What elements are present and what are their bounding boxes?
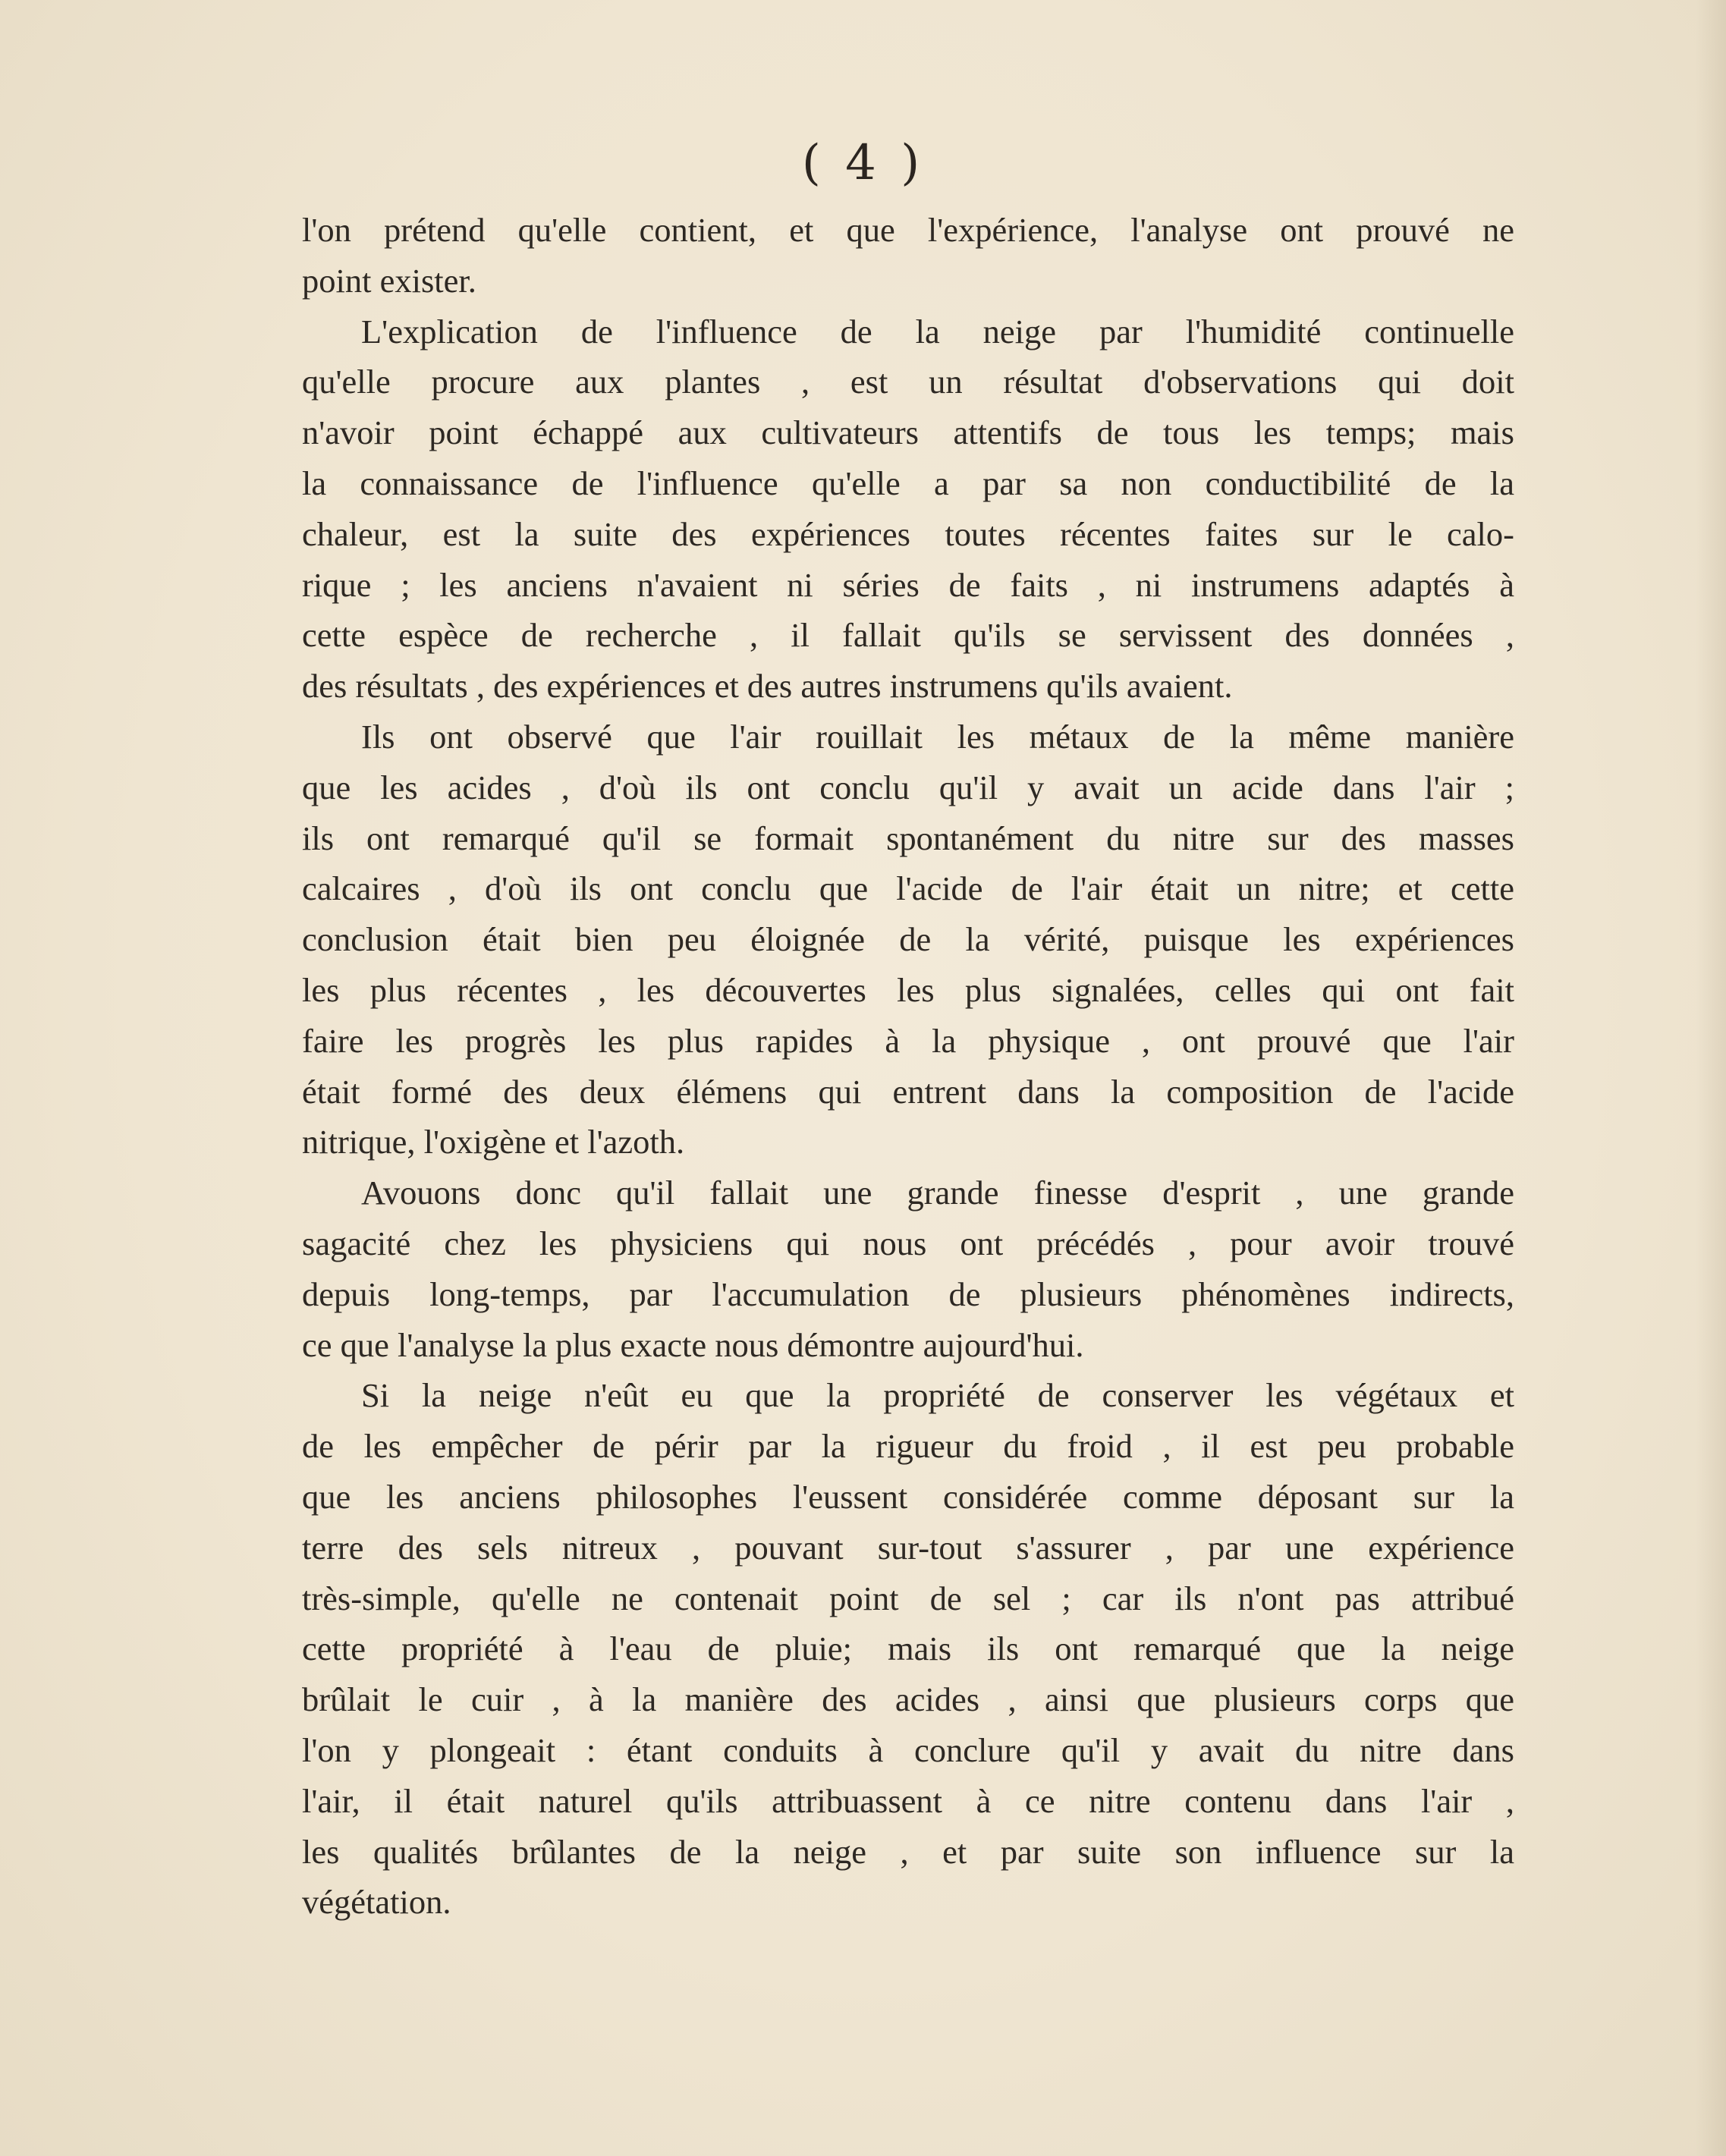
paragraph-3: [302, 712, 1514, 1168]
paragraph-4: [302, 1168, 1514, 1370]
text-line: l'on prétend qu'elle contient, et que l'expérience, l'analyse ont prouvé ne: [302, 211, 1514, 249]
text-line: que les anciens philosophes l'eussent considérée comme déposant sur la: [302, 1477, 1514, 1516]
text-line: Avouons donc qu'il fallait une grande finesse d'esprit , une grande: [361, 1174, 1514, 1212]
text-line: cette propriété à l'eau de pluie; mais ils ont remarqué que la neige: [302, 1630, 1514, 1668]
text-line: qu'elle procure aux plantes , est un résultat d'observations qui doit: [302, 363, 1514, 401]
paragraph-5: [302, 1370, 1514, 1928]
text-line: les plus récentes , les découvertes les plus signalées, celles qui ont fait: [302, 970, 1514, 1009]
text-line: faire les progrès les plus rapides à la physique , ont prouvé que l'air: [302, 1021, 1514, 1060]
page-edge-shadow: [1696, 0, 1726, 2156]
text-line: de les empêcher de périr par la rigueur du froid , il est peu probable: [302, 1427, 1514, 1466]
text-line: L'explication de l'influence de la neige par l'humidité continuelle: [361, 312, 1514, 350]
text-line: n'avoir point échappé aux cultivateurs attentifs de tous les temps; mais: [302, 413, 1514, 452]
text-line: que les acides , d'où ils ont conclu qu'il y avait un acide dans l'air ;: [302, 768, 1514, 806]
page-number: ( 4 ): [801, 135, 925, 191]
text-line: Si la neige n'eût eu que la propriété de conserver les végétaux et: [361, 1376, 1514, 1415]
text-line: brûlait le cuir , à la manière des acides , ainsi que plusieurs corps que: [302, 1680, 1514, 1719]
text-line: point exister.: [302, 261, 476, 300]
text-line: les qualités brûlantes de la neige , et par suite son influence sur la: [302, 1832, 1514, 1871]
text-line: rique ; les anciens n'avaient ni séries de faits , ni instrumens adaptés à: [302, 565, 1514, 604]
paragraph-1: [302, 205, 1514, 306]
text-line: la connaissance de l'influence qu'elle a par sa non conductibilité de la: [302, 464, 1514, 502]
text-line: calcaires , d'où ils ont conclu que l'acide de l'air était un nitre; et cette: [302, 869, 1514, 908]
text-line: nitrique, l'oxigène et l'azoth.: [302, 1123, 685, 1161]
text-line: cette espèce de recherche , il fallait qu'ils se servissent des données ,: [302, 616, 1514, 655]
text-line: depuis long-temps, par l'accumulation de plusieurs phénomènes indirects,: [302, 1274, 1514, 1313]
text-line: très-simple, qu'elle ne contenait point de sel ; car ils n'ont pas attribué: [302, 1579, 1514, 1617]
text-line: sagacité chez les physiciens qui nous ont précédés , pour avoir trouvé: [302, 1224, 1514, 1262]
text-line: Ils ont observé que l'air rouillait les métaux de la même manière: [361, 717, 1514, 756]
text-line: conclusion était bien peu éloignée de la vérité, puisque les expériences: [302, 920, 1514, 959]
text-line: des résultats , des expériences et des autres instrumens qu'ils avaient.: [302, 667, 1233, 706]
text-line: chaleur, est la suite des expériences toutes récentes faites sur le calo-: [302, 514, 1514, 553]
body-text: [302, 205, 1514, 1928]
text-line: terre des sels nitreux , pouvant sur-tout s'assurer , par une expérience: [302, 1528, 1514, 1567]
text-line: l'on y plongeait : étant conduits à conclure qu'il y avait du nitre dans: [302, 1730, 1514, 1769]
text-line: ce que l'analyse la plus exacte nous démontre aujourd'hui.: [302, 1325, 1084, 1364]
text-line: végétation.: [302, 1883, 451, 1922]
text-line: l'air, il était naturel qu'ils attribuassent à ce nitre contenu dans l'air ,: [302, 1781, 1514, 1820]
text-line: était formé des deux élémens qui entrent dans la composition de l'acide: [302, 1072, 1514, 1111]
text-line: ils ont remarqué qu'il se formait spontanément du nitre sur des masses: [302, 819, 1514, 857]
paragraph-2: [302, 306, 1514, 712]
